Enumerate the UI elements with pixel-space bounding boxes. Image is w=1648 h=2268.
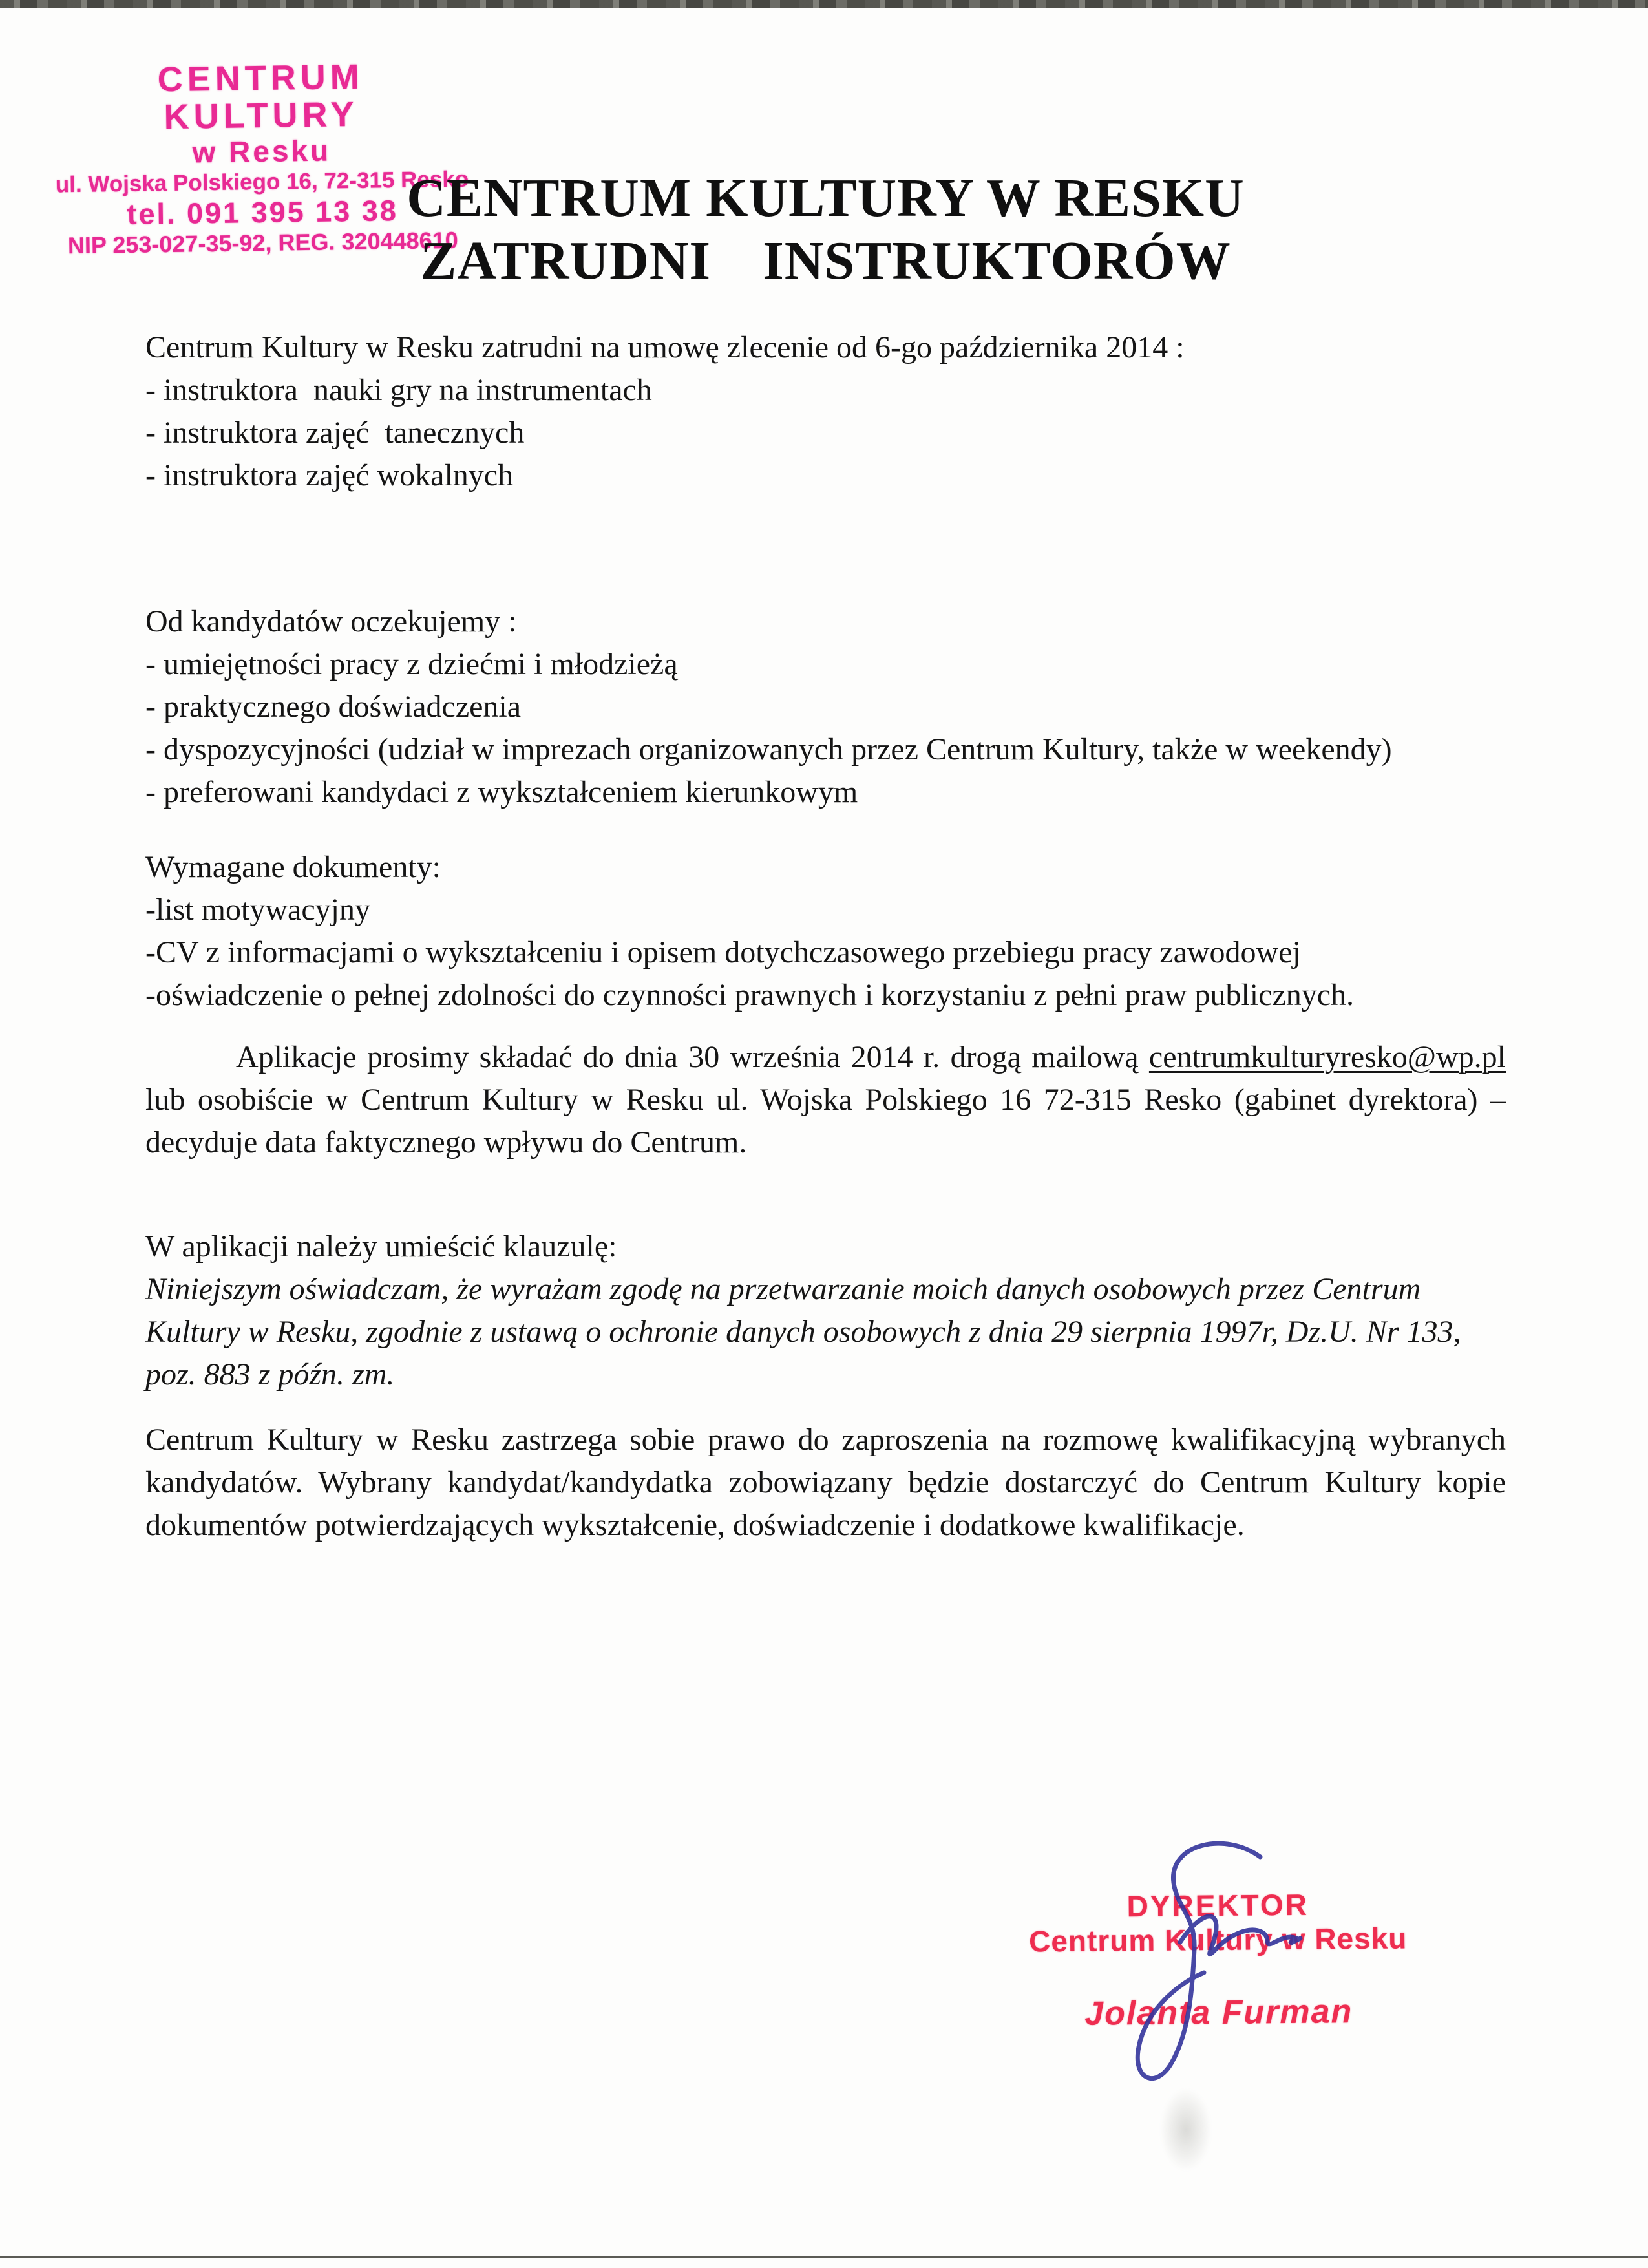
application-paragraph (145, 1036, 1506, 1164)
scan-smudge (1160, 2088, 1212, 2172)
stamp-nip-reg: NIP 253-027-35-92, REG. 320448610 (67, 226, 458, 259)
closing-paragraph: Centrum Kultury w Resku zastrzega sobie prawo do zaproszenia na rozmowę kwalifikacyjną wybranych kandydatów. Wybrany kandydat/kandydatka zobowiązany będzie dostarczyć do Centrum Kultury kopie dokumentów potwierdzających wykształcenie, doświadczenie i dodatkowe kwalifikacje. (145, 1423, 1506, 1542)
director-stamp-title: DYREKTOR (1126, 1887, 1309, 1924)
stamp-org-city: w Resku (192, 133, 332, 169)
expectations-list (145, 643, 1506, 814)
intro-lead: Centrum Kultury w Resku zatrudni na umowę zlecenie od 6-go października 2014 : (145, 330, 1185, 365)
stamp-phone: tel. 091 395 13 38 (127, 194, 399, 231)
stamp-org-name: CENTRUM KULTURY (157, 57, 364, 137)
email-address: centrumkulturyresko@wp.pl (1148, 1040, 1506, 1074)
documents-heading: Wymagane dokumenty: (145, 850, 441, 884)
expectations-heading: Od kandydatów oczekujemy : (145, 604, 517, 639)
section-intro (145, 326, 1506, 497)
application-text-after: lub osobiście w Centrum Kultury w Resku ul. Wojska Polskiego 16 72-315 Resko (gabinet dyrektora) – decyduje data faktycznego wpływu do Centrum. (145, 1083, 1506, 1160)
section-closing (145, 1419, 1506, 1547)
document-title-line2: ZATRUDNI INSTRUKTORÓW (420, 231, 1231, 291)
stamp-address: ul. Wojska Polskiego 16, 72-315 Resko (55, 166, 469, 198)
list-item: - dyspozycyjności (udział w imprezach organizowanych przez Centrum Kultury, także w weekendy) (145, 732, 1392, 767)
list-item: -CV z informacjami o wykształceniu i opisem dotychczasowego przebiegu pracy zawodowej (145, 935, 1301, 970)
director-stamp-name: Jolanta Furman (1084, 1993, 1353, 2033)
clause-text: Niniejszym oświadczam, że wyrażam zgodę na przetwarzanie moich danych osobowych przez Centrum Kultury w Resku, zgodnie z ustawą o ochronie danych osobowych z dnia 29 sierpnia 1997r, Dz.U. Nr 133, poz. 883 z późn. zm. (145, 1272, 1461, 1392)
list-item: -oświadczenie o pełnej zdolności do czynności prawnych i korzystaniu z pełni praw publicznych. (145, 978, 1355, 1012)
list-item: - umiejętności pracy z dziećmi i młodzieżą (145, 647, 678, 681)
section-clause (145, 1225, 1506, 1396)
list-item: - instruktora nauki gry na instrumentach (145, 373, 652, 407)
section-expectations (145, 600, 1506, 814)
list-item: - instruktora zajęć tanecznych (145, 416, 525, 450)
list-item: - instruktora zajęć wokalnych (145, 458, 514, 493)
clause-intro: W aplikacji należy umieścić klauzulę: (145, 1229, 617, 1264)
document-title-line1: CENTRUM KULTURY W RESKU (407, 168, 1245, 228)
scan-artifact-bottom-line (0, 2256, 1648, 2258)
director-stamp-org: Centrum Kultury w Resku (1028, 1921, 1408, 1958)
intro-position-list (145, 369, 1506, 497)
document-body (145, 326, 1506, 1547)
list-item: - praktycznego doświadczenia (145, 690, 522, 724)
list-item: -list motywacyjny (145, 893, 370, 927)
scan-artifact-top-strip (0, 0, 1648, 8)
section-application (145, 1036, 1506, 1164)
application-text-before: Aplikacje prosimy składać do dnia 30 września 2014 r. drogą mailową (236, 1040, 1149, 1074)
document-title (145, 167, 1506, 292)
documents-list (145, 889, 1506, 1017)
handwritten-signature-ink (1099, 1839, 1318, 2097)
section-documents (145, 846, 1506, 1017)
list-item: - preferowani kandydaci z wykształceniem kierunkowym (145, 775, 858, 809)
